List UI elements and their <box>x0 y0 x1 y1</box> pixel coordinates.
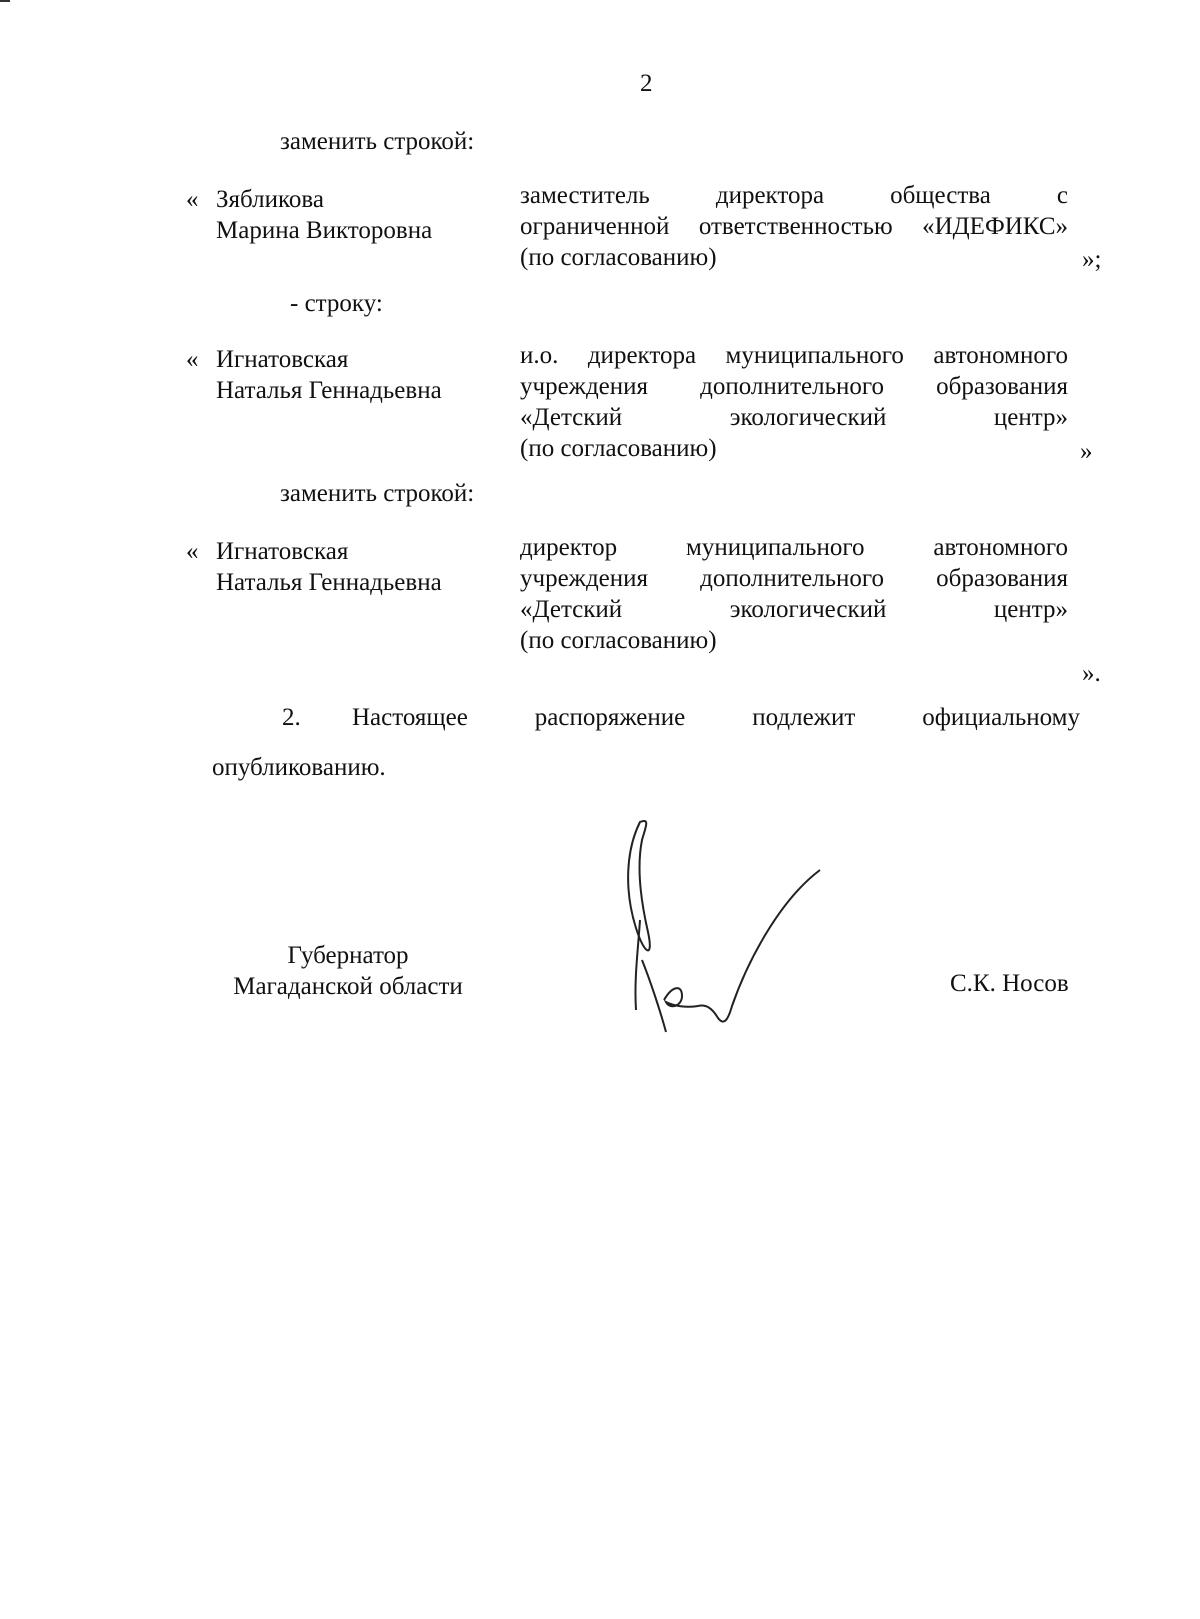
block1-description <box>520 180 1068 273</box>
block3-name <box>216 536 442 598</box>
block1-desc-line: (по согласованию) <box>520 244 717 271</box>
position-title: Губернатор <box>287 942 409 969</box>
signer-name: С.К. Носов <box>950 970 1069 997</box>
block2-close-quote: » <box>1080 438 1093 465</box>
block1-desc-line: ограниченной ответственностью «ИДЕФИКС» <box>520 213 1068 240</box>
block2-name <box>216 344 442 406</box>
handwritten-signature <box>620 810 850 1050</box>
block3-description <box>520 532 1068 656</box>
signatory-position <box>210 940 486 1002</box>
block2-given-name: Наталья Геннадьевна <box>216 377 442 404</box>
block3-intro: заменить строкой: <box>280 480 475 507</box>
block2-desc-line: и.о. директора муниципального автономного <box>520 342 1068 369</box>
block1-intro: заменить строкой: <box>280 128 475 155</box>
block2-desc-line: «Детский экологический центр» <box>520 404 1068 431</box>
block2-open-quote: « <box>186 346 199 373</box>
page-number: 2 <box>640 70 653 97</box>
block3-surname: Игнатовская <box>216 538 349 565</box>
block1-desc-line: заместитель директора общества с <box>520 182 1068 209</box>
block3-open-quote: « <box>186 538 199 565</box>
block2-desc-line: (по согласованию) <box>520 435 717 462</box>
block3-given-name: Наталья Геннадьевна <box>216 569 442 596</box>
block2-desc-line: учреждения дополнительного образования <box>520 373 1068 400</box>
paragraph2-number: 2. <box>282 704 301 731</box>
block3-desc-line: «Детский экологический центр» <box>520 596 1068 623</box>
block3-desc-line: учреждения дополнительного образования <box>520 565 1068 592</box>
block2-description <box>520 340 1068 464</box>
block1-given-name: Марина Викторовна <box>216 217 433 244</box>
block1-surname: Зябликова <box>216 186 324 213</box>
block2-intro: - строку: <box>290 290 383 317</box>
block3-desc-line: (по согласованию) <box>520 627 717 654</box>
scan-mark <box>0 0 10 2</box>
block1-close-quote: »; <box>1082 246 1102 273</box>
position-region: Магаданской области <box>233 973 463 1000</box>
block1-name <box>216 184 432 246</box>
block3-desc-line: директор муниципального автономного <box>520 534 1068 561</box>
block2-surname: Игнатовская <box>216 346 349 373</box>
block3-close-quote: ». <box>1082 660 1101 687</box>
paragraph2-line2: опубликованию. <box>212 754 386 781</box>
paragraph2-line1: Настоящее распоряжение подлежит официальному <box>352 704 1080 731</box>
block1-open-quote: « <box>186 186 199 213</box>
